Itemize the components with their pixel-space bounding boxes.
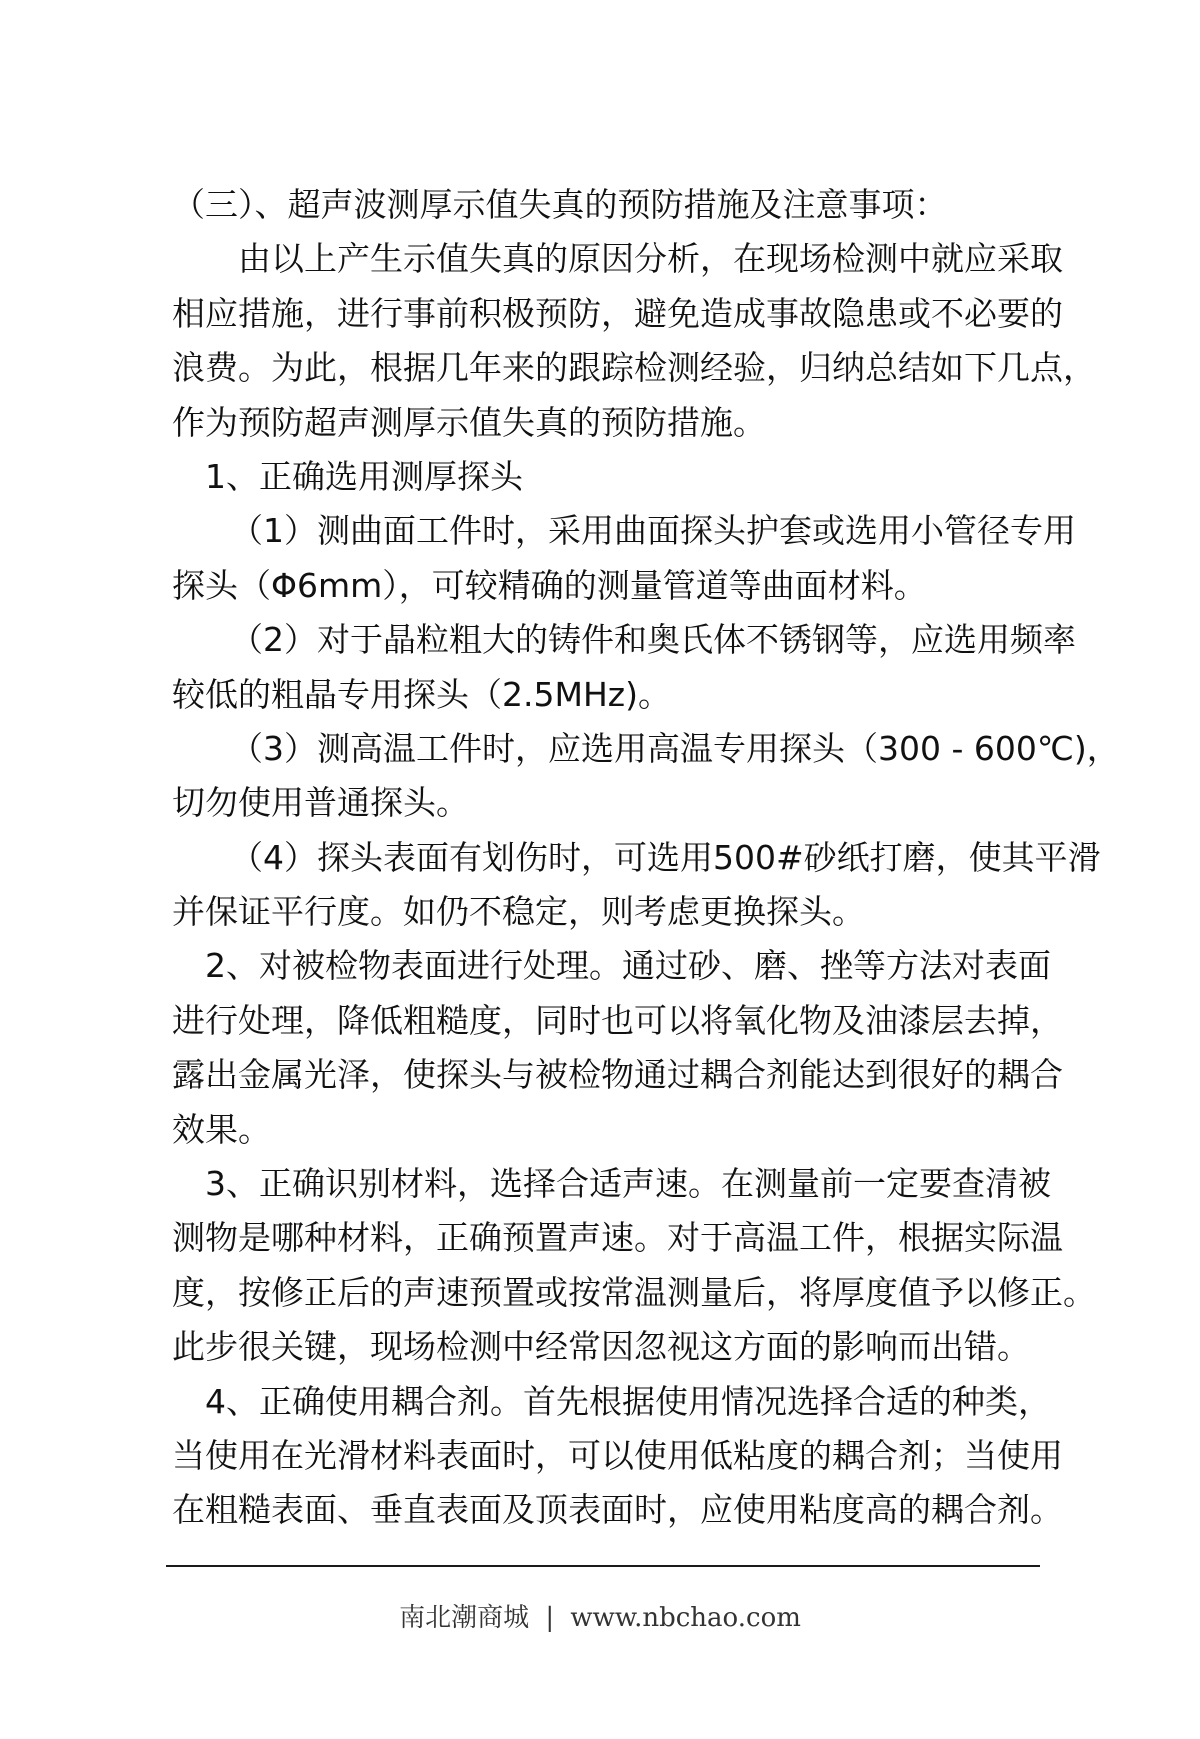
paragraph-line: 作为预防超声测厚示值失真的预防措施。 — [172, 402, 766, 442]
list-item-line: 4、正确使用耦合剂。首先根据使用情况选择合适的种类， — [205, 1381, 1051, 1421]
footer-url-link[interactable]: www.nbchao.com — [570, 1603, 801, 1633]
footer-separator: | — [545, 1603, 555, 1633]
sub-item-line: 切勿使用普通探头。 — [172, 783, 469, 823]
list-item-line: 露出金属光泽，使探头与被检物通过耦合剂能达到很好的耦合 — [172, 1055, 1063, 1095]
document-body — [172, 178, 1120, 1538]
list-item-line: 2、对被检物表面进行处理。通过砂、磨、挫等方法对表面 — [205, 946, 1051, 986]
sub-item-line: （1）测曲面工件时，采用曲面探头护套或选用小管径专用 — [230, 511, 1076, 551]
page-footer — [0, 1597, 1200, 1634]
list-item-heading: 1、正确选用测厚探头 — [205, 456, 523, 496]
sub-item-line: 探头（Φ6mm），可较精确的测量管道等曲面材料。 — [172, 565, 927, 605]
sub-item-line: 较低的粗晶专用探头（2.5MHz)。 — [172, 674, 671, 714]
footer-site-name: 南北潮商城 — [399, 1603, 530, 1633]
list-item-line: 度，按修正后的声速预置或按常温测量后，将厚度值予以修正。 — [172, 1272, 1096, 1312]
paragraph-line: 由以上产生示值失真的原因分析，在现场检测中就应采取 — [238, 239, 1063, 279]
paragraph-line: 浪费。为此，根据几年来的跟踪检测经验，归纳总结如下几点， — [172, 348, 1096, 388]
list-item-line: 在粗糙表面、垂直表面及顶表面时，应使用粘度高的耦合剂。 — [172, 1490, 1063, 1530]
list-item-line: 效果。 — [172, 1109, 271, 1149]
list-item-line: 测物是哪种材料，正确预置声速。对于高温工件，根据实际温 — [172, 1218, 1063, 1258]
list-item-line: 3、正确识别材料，选择合适声速。在测量前一定要查清被 — [205, 1164, 1051, 1204]
section-heading: （三）、超声波测厚示值失真的预防措施及注意事项： — [172, 185, 948, 224]
list-item-line: 此步很关键，现场检测中经常因忽视这方面的影响而出错。 — [172, 1327, 1030, 1367]
sub-item-line: 并保证平行度。如仍不稳定，则考虑更换探头。 — [172, 892, 865, 932]
list-item-line: 进行处理，降低粗糙度，同时也可以将氧化物及油漆层去掉， — [172, 1000, 1063, 1040]
paragraph-line: 相应措施，进行事前积极预防，避免造成事故隐患或不必要的 — [172, 293, 1063, 333]
sub-item-line: （4）探头表面有划伤时，可选用500#砂纸打磨，使其平滑 — [230, 837, 1101, 877]
sub-item-line: （3）测高温工件时，应选用高温专用探头（300 - 600℃)， — [230, 728, 1120, 768]
footer-divider — [166, 1565, 1040, 1567]
sub-item-line: （2）对于晶粒粗大的铸件和奥氏体不锈钢等，应选用频率 — [230, 620, 1076, 660]
list-item-line: 当使用在光滑材料表面时，可以使用低粘度的耦合剂；当使用 — [172, 1435, 1063, 1475]
